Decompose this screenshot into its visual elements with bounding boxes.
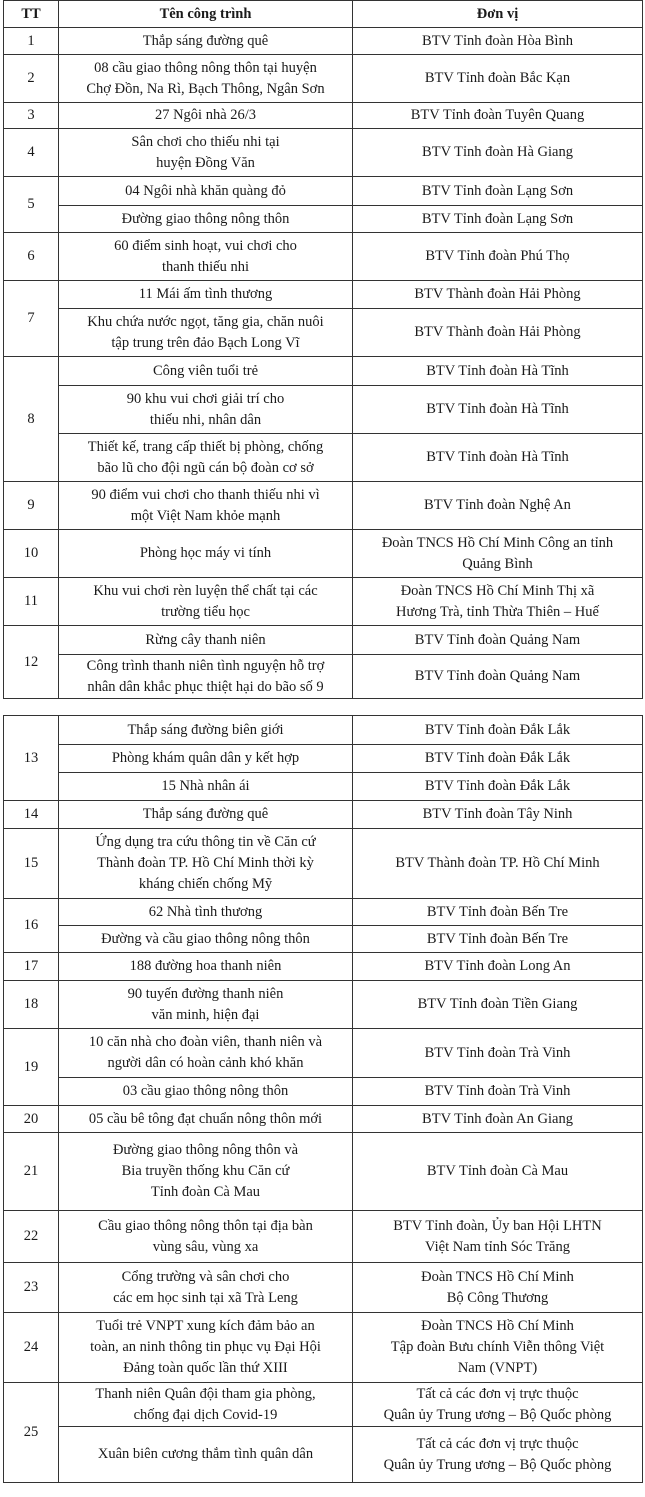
table-row [4,1211,643,1263]
table-row [4,434,643,482]
cell-line: Khu vui chơi rèn luyện thể chất tại các [93,582,318,599]
cell-line: bão lũ cho đội ngũ cán bộ đoàn cơ sở [97,459,314,476]
row-number: 25 [4,1383,59,1483]
row-number: 7 [4,281,59,357]
row-number: 1 [4,28,59,55]
row-number: 20 [4,1106,59,1133]
cell-line: Bộ Công Thương [446,1289,549,1306]
cell-line: BTV Tỉnh đoàn Tuyên Quang [410,107,585,123]
row-number: 12 [4,626,59,699]
cell-line: BTV Tỉnh đoàn Đắk Lắk [424,778,571,794]
cell-line: chống đại dịch Covid-19 [133,1406,278,1423]
cell-line: BTV Tỉnh đoàn, Ủy ban Hội LHTN [393,1217,602,1234]
cell-line: 90 điểm vui chơi cho thanh thiếu nhi vì [91,486,320,503]
unit-name [353,899,643,926]
row-number: 9 [4,482,59,530]
cell-line: Rừng cây thanh niên [145,631,266,648]
cell-line: Sân chơi cho thiếu nhi tại [131,133,280,150]
row-number: 17 [4,953,59,981]
table-row [4,1078,643,1106]
cell-line: 11 Mái ấm tình thương [138,286,273,302]
cell-line: Đoàn TNCS Hồ Chí Minh [421,1318,574,1334]
cell-line: BTV Tỉnh đoàn Lạng Sơn [421,210,574,227]
cell-line: Đảng toàn quốc lần thứ XIII [123,1360,288,1376]
table-row [4,626,643,655]
table-row [4,530,643,578]
cell-line: Tất cả các đơn vị trực thuộc [416,1435,579,1452]
work-name [59,981,353,1029]
cell-line: Việt Nam tỉnh Sóc Trăng [425,1238,570,1255]
unit-name [353,281,643,309]
work-name [59,801,353,829]
cell-line: BTV Tỉnh đoàn Trà Vinh [424,1083,571,1099]
cell-line: vùng sâu, vùng xa [152,1238,259,1255]
cell-line: BTV Tỉnh đoàn Phú Thọ [425,248,570,264]
unit-name [353,434,643,482]
works-table-part2 [3,715,643,1483]
work-name [59,773,353,801]
header-tt: TT [4,1,59,28]
row-number: 10 [4,530,59,578]
cell-line: BTV Tỉnh đoàn Trà Vinh [424,1044,571,1061]
cell-line: Khu chứa nước ngọt, tăng gia, chăn nuôi [87,313,324,330]
cell-line: BTV Tỉnh đoàn Tiền Giang [417,996,578,1012]
work-name [59,28,353,55]
row-number: 23 [4,1263,59,1313]
work-name [59,530,353,578]
unit-name [353,1133,643,1211]
cell-line: 27 Ngôi nhà 26/3 [154,107,257,123]
table-row [4,1427,643,1483]
cell-line: Tất cả các đơn vị trực thuộc [416,1385,579,1402]
work-name [59,1078,353,1106]
row-number: 24 [4,1313,59,1383]
work-name [59,357,353,386]
table-row [4,129,643,177]
work-name [59,103,353,129]
table-row [4,655,643,699]
row-number: 13 [4,716,59,801]
cell-line: Thắp sáng đường quê [142,32,269,49]
unit-name [353,773,643,801]
work-name [59,578,353,626]
cell-line: Thiết kế, trang cấp thiết bị phòng, chống [87,438,324,455]
unit-name [353,801,643,829]
cell-line: tập trung trên đảo Bạch Long Vĩ [111,334,300,351]
table-row [4,233,643,281]
unit-name [353,386,643,434]
work-name [59,1211,353,1263]
table-row [4,1133,643,1211]
cell-line: Phòng học máy vi tính [139,545,272,561]
cell-line: một Việt Nam khỏe mạnh [130,507,281,524]
unit-name [353,1427,643,1483]
cell-line: BTV Tỉnh đoàn Hà Tĩnh [426,401,569,417]
cell-line: người dân có hoàn cảnh khó khăn [107,1055,304,1071]
row-number: 18 [4,981,59,1029]
work-name [59,716,353,745]
cell-line: BTV Tỉnh đoàn Bắc Kạn [424,70,571,86]
cell-line: BTV Tỉnh đoàn An Giang [422,1110,573,1127]
cell-line: 04 Ngôi nhà khăn quàng đỏ [125,182,286,199]
unit-name [353,357,643,386]
cell-line: BTV Tỉnh đoàn Hòa Bình [422,32,573,49]
unit-name [353,233,643,281]
table-row [4,206,643,233]
cell-line: Tập đoàn Bưu chính Viễn thông Việt [390,1339,605,1355]
cell-line: thanh thiếu nhi [162,258,249,275]
cell-line: BTV Tỉnh đoàn Cà Mau [426,1163,569,1179]
cell-line: Nam (VNPT) [457,1360,538,1376]
row-number: 21 [4,1133,59,1211]
unit-name [353,716,643,745]
unit-name [353,1106,643,1133]
work-name [59,1427,353,1483]
table-row [4,578,643,626]
cell-line: Đường và cầu giao thông nông thôn [101,930,310,947]
row-number: 8 [4,357,59,482]
unit-name [353,1211,643,1263]
row-number: 4 [4,129,59,177]
cell-line: BTV Tỉnh đoàn Đắk Lắk [424,750,571,766]
table-row [4,801,643,829]
cell-line: Hương Trà, tỉnh Thừa Thiên – Huế [396,603,599,620]
cell-line: BTV Tỉnh đoàn Hà Tĩnh [426,362,569,379]
table-row [4,309,643,357]
cell-line: huyện Đồng Văn [156,154,255,171]
row-number: 2 [4,55,59,103]
work-name [59,655,353,699]
cell-line: Quân ủy Trung ương – Bộ Quốc phòng [383,1456,612,1473]
table-row [4,745,643,773]
table-row [4,1383,643,1427]
cell-line: BTV Tỉnh đoàn Quảng Nam [414,631,581,648]
unit-name [353,953,643,981]
cell-line: Thắp sáng đường biên giới [127,721,284,738]
cell-line: BTV Tỉnh đoàn Lạng Sơn [421,182,574,199]
unit-name [353,626,643,655]
unit-name [353,55,643,103]
row-number: 5 [4,177,59,233]
cell-line: BTV Tỉnh đoàn Nghệ An [424,497,571,513]
table-row [4,899,643,926]
table-row [4,1029,643,1078]
cell-line: Thành đoàn TP. Hồ Chí Minh thời kỳ [97,855,314,871]
table-row [4,281,643,309]
table-row [4,829,643,899]
work-name [59,1106,353,1133]
cell-line: Tuổi trẻ VNPT xung kích đảm bảo an [96,1318,315,1334]
cell-line: 10 căn nhà cho đoàn viên, thanh niên và [88,1034,323,1050]
cell-line: Bia truyền thống khu Căn cứ [121,1163,290,1179]
work-name [59,482,353,530]
unit-name [353,926,643,953]
cell-line: Đường giao thông nông thôn [121,210,290,227]
row-number: 16 [4,899,59,953]
works-table-part1 [3,0,643,699]
row-number: 19 [4,1029,59,1106]
table-row [4,28,643,55]
work-name [59,55,353,103]
work-name [59,129,353,177]
work-name [59,1383,353,1427]
unit-name [353,28,643,55]
cell-line: 60 điểm sinh hoạt, vui chơi cho [114,237,297,254]
unit-name [353,1029,643,1078]
work-name [59,233,353,281]
cell-line: BTV Thành đoàn Hải Phòng [414,324,581,340]
cell-line: toàn, an ninh thông tin phục vụ Đại Hội [90,1339,321,1355]
work-name [59,626,353,655]
table-row [4,177,643,206]
header-name: Tên công trình [59,1,353,28]
cell-line: BTV Tỉnh đoàn Hà Giang [422,144,573,160]
cell-line: BTV Tỉnh đoàn Quảng Nam [414,668,581,684]
unit-name [353,530,643,578]
cell-line: Công trình thanh niên tình nguyện hỗ trợ [86,657,325,674]
cell-line: BTV Tỉnh đoàn Bến Tre [426,930,569,947]
cell-line: BTV Tỉnh đoàn Long An [424,958,571,974]
cell-line: BTV Tỉnh đoàn Tây Ninh [422,806,573,822]
cell-line: Quảng Bình [462,555,533,572]
unit-name [353,1263,643,1313]
unit-name [353,745,643,773]
cell-line: BTV Thành đoàn Hải Phòng [414,286,581,302]
cell-line: trường tiểu học [161,603,250,620]
cell-line: Đường giao thông nông thôn và [112,1142,299,1158]
cell-line: 90 khu vui chơi giải trí cho [126,390,285,407]
unit-name [353,309,643,357]
page-gap [0,708,645,715]
work-name [59,434,353,482]
table-row [4,1263,643,1313]
table-row [4,773,643,801]
unit-name [353,129,643,177]
cell-line: nhân dân khắc phục thiệt hại do bão số 9 [87,678,324,695]
unit-name [353,655,643,699]
cell-line: 90 tuyến đường thanh niên [127,985,284,1002]
unit-name [353,103,643,129]
unit-name [353,177,643,206]
work-name [59,1133,353,1211]
cell-line: BTV Tỉnh đoàn Hà Tĩnh [426,449,569,465]
work-name [59,953,353,981]
cell-line: Tỉnh đoàn Cà Mau [150,1184,261,1200]
cell-line: BTV Tỉnh đoàn Đắk Lắk [424,721,571,738]
cell-line: kháng chiến chống Mỹ [138,876,273,892]
table-row [4,482,643,530]
cell-line: Thanh niên Quân đội tham gia phòng, [95,1385,316,1402]
cell-line: Xuân biên cương thắm tình quân dân [97,1446,314,1462]
unit-name [353,578,643,626]
unit-name [353,206,643,233]
cell-line: Chợ Đồn, Na Rì, Bạch Thông, Ngân Sơn [86,80,325,97]
table-row [4,926,643,953]
cell-line: Thắp sáng đường quê [142,806,269,822]
work-name [59,309,353,357]
work-name [59,899,353,926]
cell-line: 08 cầu giao thông nông thôn tại huyện [94,59,317,76]
cell-line: văn minh, hiện đại [151,1006,260,1023]
cell-line: Phòng khám quân dân y kết hợp [111,750,300,766]
unit-name [353,829,643,899]
work-name [59,177,353,206]
table-row [4,386,643,434]
cell-line: thiếu nhi, nhân dân [149,411,262,428]
work-name [59,1029,353,1078]
unit-name [353,1078,643,1106]
cell-line: Cổng trường và sân chơi cho [121,1268,290,1285]
work-name [59,926,353,953]
work-name [59,281,353,309]
table-row [4,1106,643,1133]
work-name [59,829,353,899]
cell-line: 05 cầu bê tông đạt chuẩn nông thôn mới [88,1110,323,1127]
row-number: 15 [4,829,59,899]
cell-line: Ứng dụng tra cứu thông tin về Căn cứ [95,834,316,850]
row-number: 11 [4,578,59,626]
work-name [59,745,353,773]
cell-line: BTV Thành đoàn TP. Hồ Chí Minh [395,855,600,871]
unit-name [353,1313,643,1383]
work-name [59,1313,353,1383]
header-row [4,1,643,28]
table-row [4,953,643,981]
cell-line: các em học sinh tại xã Trà Leng [113,1289,298,1306]
row-number: 22 [4,1211,59,1263]
table-body-part1 [4,28,643,699]
table-row [4,55,643,103]
cell-line: 62 Nhà tình thương [148,903,263,920]
work-name [59,206,353,233]
unit-name [353,981,643,1029]
cell-line: 03 cầu giao thông nông thôn [122,1083,289,1099]
table-row [4,1313,643,1383]
cell-line: Cầu giao thông nông thôn tại địa bàn [98,1217,313,1234]
unit-name [353,482,643,530]
work-name [59,386,353,434]
table-row [4,981,643,1029]
cell-line: Quân ủy Trung ương – Bộ Quốc phòng [383,1406,612,1423]
cell-line: 15 Nhà nhân ái [161,778,250,794]
header-unit: Đơn vị [353,1,643,28]
row-number: 6 [4,233,59,281]
cell-line: 188 đường hoa thanh niên [129,958,282,974]
table-body-part2 [4,716,643,1483]
cell-line: Đoàn TNCS Hồ Chí Minh Thị xã [400,582,595,599]
work-name [59,1263,353,1313]
table-row [4,716,643,745]
cell-line: Công viên tuổi trẻ [152,362,259,379]
unit-name [353,1383,643,1427]
row-number: 14 [4,801,59,829]
table-row [4,103,643,129]
cell-line: Đoàn TNCS Hồ Chí Minh Công an tỉnh [381,534,614,551]
table-row [4,357,643,386]
row-number: 3 [4,103,59,129]
cell-line: Đoàn TNCS Hồ Chí Minh [421,1268,574,1285]
cell-line: BTV Tỉnh đoàn Bến Tre [426,903,569,920]
